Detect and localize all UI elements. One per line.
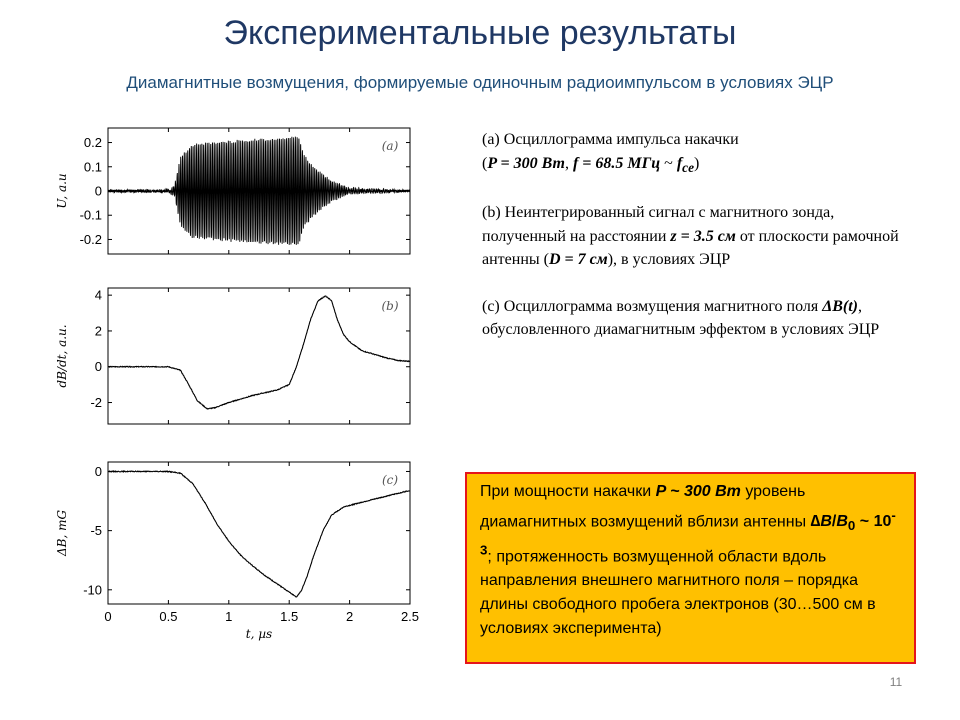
y-axis-label: dB/dt, a.u. (55, 324, 69, 388)
highlight-text2: уровень диамагнитных возмущений вблизи антенны (480, 483, 811, 531)
y-axis-label: U, a.u (55, 173, 69, 209)
description-c-text2: , обусловленного диамагнитным эффектом в условиях ЭЦР (482, 297, 880, 339)
description-a-power: P = 300 Вт (487, 154, 565, 172)
x-tick-label: 2.5 (400, 609, 420, 624)
x-tick-label: 0 (104, 609, 112, 624)
plot-frame (108, 288, 410, 424)
plot-panel-c (55, 462, 419, 641)
plot-frame (108, 462, 410, 604)
y-tick-label: 0 (94, 183, 102, 199)
description-b-diameter: D = 7 см (548, 251, 608, 269)
x-tick-label: 1.5 (280, 609, 299, 624)
description-b-distance: z = 3.5 см (670, 227, 736, 245)
description-a (482, 128, 922, 179)
slide-subtitle: Диамагнитные возмущения, формируемые одиночным радиоимпульсом в условиях ЭЦР (126, 73, 834, 92)
panel-letter-c: (c) (381, 473, 399, 487)
highlight-ratio-b0: B (836, 513, 848, 531)
y-tick-label: -2 (90, 395, 102, 411)
panel-letter-a: (a) (381, 139, 399, 153)
y-tick-label: -0.1 (79, 207, 102, 223)
description-c-field: ΔB(t) (822, 297, 859, 315)
description-c-text1: (c) Осциллограмма возмущения магнитного поля (482, 297, 823, 315)
highlight-power: P ~ 300 Вт (655, 483, 741, 500)
description-b-text2: от плоскости рамочной антенны ( (482, 227, 899, 269)
x-tick-label: 1 (225, 609, 233, 624)
series-line (108, 471, 410, 597)
description-b-text3: ), в условиях ЭЦР (607, 251, 731, 269)
description-a-comma: , (564, 154, 573, 172)
slide-title: Экспериментальные результаты (223, 14, 737, 52)
y-tick-label: 4 (94, 287, 102, 303)
highlight-ratio-exp: -3 (480, 508, 896, 558)
page-number: 11 (889, 675, 903, 689)
y-tick-label: 0.2 (83, 135, 102, 151)
highlight-ratio-tail: ~ 10 (855, 513, 892, 531)
highlight-text3: ; протяженность возмущенной области вдоль направления внешнего магнитного поля – порядка длины свободного пробега электронов (30…500 см в условиях эксперимента) (480, 547, 876, 637)
x-tick-label: 0.5 (159, 609, 178, 624)
series-line (108, 137, 410, 245)
highlight-ratio-slash: / (831, 513, 837, 531)
highlight-ratio-b: B (820, 513, 832, 531)
highlight-text1: При мощности накачки (480, 483, 656, 500)
description-a-approx: ~ (660, 154, 677, 172)
figure-descriptions (482, 128, 922, 365)
y-tick-label: 0 (94, 463, 102, 479)
description-a-fce: f (676, 154, 683, 172)
description-c (482, 295, 922, 342)
series-line (108, 296, 410, 409)
description-a-open: ( (482, 154, 488, 172)
x-tick-label: 2 (345, 609, 354, 624)
highlight-ratio-sub: 0 (847, 518, 856, 534)
highlight-box (465, 472, 916, 664)
panel-letter-b: (b) (381, 299, 399, 313)
description-b (482, 201, 922, 272)
plot-panel-b (55, 288, 410, 424)
description-a-fce-sub: ce (682, 159, 694, 175)
plot-panel-a (55, 128, 410, 254)
description-a-close: ) (694, 154, 700, 172)
y-tick-label: 0.1 (83, 159, 102, 175)
y-tick-label: -10 (83, 582, 102, 598)
x-axis-label: t, µs (245, 627, 273, 641)
y-tick-label: 0 (94, 359, 102, 375)
description-b-text1: (b) Неинтегрированный сигнал с магнитного зонда, полученный на расстоянии (482, 204, 835, 245)
y-tick-label: -5 (90, 523, 102, 539)
y-tick-label: 2 (94, 323, 102, 339)
highlight-ratio-delta: ∆ (810, 513, 821, 531)
oscillogram-figure (0, 0, 460, 650)
y-tick-label: -0.2 (79, 231, 102, 247)
description-a-frequency: f = 68.5 МГц (572, 154, 661, 172)
description-a-line1: (a) Осциллограмма импульса накачки (482, 131, 739, 148)
y-axis-label: ΔB, mG (55, 509, 69, 557)
